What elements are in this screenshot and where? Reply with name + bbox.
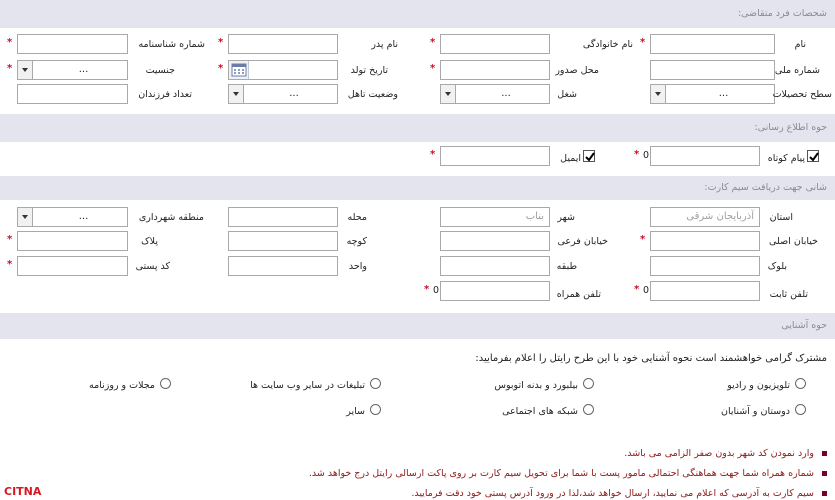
required-star: * [640, 234, 646, 245]
required-star: * [634, 284, 640, 295]
sms-checkbox[interactable] [807, 150, 819, 162]
required-star: * [218, 63, 224, 74]
postal-code-input[interactable] [17, 256, 128, 276]
citna-logo [2, 484, 64, 498]
opt-friends-label: دوستان و آشنایان [720, 406, 790, 417]
father-input[interactable] [228, 34, 338, 54]
gender-select[interactable] [17, 60, 128, 80]
phone-prefix: 0 [643, 285, 650, 296]
opt-billboard-label: بیلبورد و بدنه اتوبوس [494, 380, 578, 391]
sms-input[interactable] [650, 146, 760, 166]
required-star: * [634, 149, 640, 160]
required-star: * [7, 63, 13, 74]
alley-input[interactable] [228, 231, 338, 251]
email-label: ایمیل [560, 153, 581, 164]
city-label: شهر [557, 212, 575, 223]
email-input[interactable] [440, 146, 550, 166]
note-text: سیم کارت به آدرسی که اعلام می نمایید، ارسال خواهد شد،لذا در ورود آدرس پستی خود دقت فرمایید. [411, 488, 814, 499]
area-label: محله [347, 212, 367, 223]
marital-select[interactable] [228, 84, 338, 104]
alley-label: کوچه [346, 236, 367, 247]
awareness-question: مشترک گرامی خواهشمند است نحوه آشنایی خود با این طرح رایتل را اعلام بفرمایید: [475, 353, 827, 364]
city-input[interactable]: بناب [440, 207, 550, 227]
svg-text:CITNA: CITNA [4, 485, 42, 498]
plate-input[interactable] [17, 231, 128, 251]
side-street-label: خیابان فرعی [557, 236, 608, 247]
phone-input[interactable] [650, 281, 760, 301]
note-text: شماره همراه شما جهت هماهنگی احتمالی مامور پست با شما برای تحویل سیم کارت بر روی پاکت ارسالی رایتل درج خواهد شد. [308, 468, 814, 479]
unit-input[interactable] [228, 256, 338, 276]
opt-social-label: شبکه های اجتماعی [502, 406, 578, 417]
national-id-label: شماره ملی [774, 65, 820, 76]
note-item [411, 488, 827, 499]
birth-date-input[interactable] [228, 60, 338, 80]
district-select[interactable] [17, 207, 128, 227]
opt-tv-label: تلویزیون و رادیو [727, 380, 790, 391]
radio-tv[interactable] [795, 378, 806, 389]
father-label: نام پدر [371, 39, 398, 50]
area-input[interactable] [228, 207, 338, 227]
required-star: * [640, 37, 646, 48]
opt-press-label: مجلات و روزنامه [89, 380, 155, 391]
section-header-address: شانی جهت دریافت سیم کارت: [0, 176, 835, 200]
chevron-down-icon [18, 208, 33, 226]
radio-social[interactable] [583, 404, 594, 415]
name-input[interactable] [650, 34, 775, 54]
education-label: سطح تحصیلات [772, 89, 832, 100]
main-street-label: خیابان اصلی [769, 236, 818, 247]
section-header-personal: شحصات فرد متقاضی: [0, 0, 835, 28]
province-input[interactable]: آذربایجان شرقی [650, 207, 760, 227]
note-item [309, 468, 827, 479]
job-value: ... [501, 88, 511, 99]
chevron-down-icon [229, 85, 244, 103]
district-value: ... [78, 211, 89, 222]
postal-code-label: کد پستی [135, 261, 170, 272]
marital-value: ... [289, 88, 299, 99]
block-label: بلوک [767, 261, 787, 272]
family-input[interactable] [440, 34, 550, 54]
note-item [624, 448, 827, 459]
bullet-icon [822, 451, 827, 456]
opt-web-label: تبلیغات در سایر وب سایت ها [250, 380, 365, 391]
national-id-input[interactable] [650, 60, 775, 80]
children-label: تعداد فرزندان [138, 89, 192, 100]
sms-prefix: 0 [643, 150, 650, 161]
required-star: * [7, 37, 13, 48]
job-label: شغل [557, 89, 577, 100]
chevron-down-icon [18, 61, 33, 79]
required-star: * [430, 63, 436, 74]
plate-label: پلاک [141, 236, 158, 247]
issue-place-label: محل صدور [555, 65, 599, 76]
id-no-input[interactable] [17, 34, 128, 54]
email-checkbox[interactable] [583, 150, 595, 162]
required-star: * [7, 259, 13, 270]
issue-place-input[interactable] [440, 60, 550, 80]
required-star: * [424, 284, 430, 295]
main-street-input[interactable] [650, 231, 760, 251]
bullet-icon [822, 471, 827, 476]
gender-value: ... [78, 64, 89, 75]
unit-label: واحد [348, 261, 367, 272]
radio-friends[interactable] [795, 404, 806, 415]
mobile-prefix: 0 [433, 285, 440, 296]
sms-label: پیام کوتاه [767, 153, 805, 164]
chevron-down-icon [651, 85, 666, 103]
children-input[interactable] [17, 84, 128, 104]
floor-label: طبقه [556, 261, 577, 272]
required-star: * [430, 37, 436, 48]
marital-label: وضعیت تاهل [347, 89, 398, 100]
id-no-label: شماره شناسنامه [138, 39, 205, 50]
birth-date-label: تاریخ تولد [350, 65, 388, 76]
required-star: * [218, 37, 224, 48]
block-input[interactable] [650, 256, 760, 276]
radio-press[interactable] [160, 378, 171, 389]
section-header-awareness: حوه آشنایی [0, 313, 835, 339]
name-label: نام [794, 39, 806, 50]
phone-label: تلفن ثابت [769, 289, 808, 300]
radio-other[interactable] [370, 404, 381, 415]
required-star: * [430, 149, 436, 160]
mobile-input[interactable] [440, 281, 550, 301]
chevron-down-icon [441, 85, 456, 103]
province-label: استان [769, 212, 793, 223]
radio-web[interactable] [370, 378, 381, 389]
education-value: ... [718, 88, 729, 99]
mobile-label: تلفن همراه [556, 289, 601, 300]
section-header-notify: حوه اطلاع رسانی: [0, 114, 835, 142]
side-street-input[interactable] [440, 231, 550, 251]
radio-billboard[interactable] [583, 378, 594, 389]
note-text: وارد نمودن کد شهر بدون صفر الزامی می باشد. [624, 448, 814, 459]
gender-label: جنسیت [145, 65, 175, 76]
district-label: منطقه شهرداری [138, 212, 204, 223]
education-select[interactable] [650, 84, 775, 104]
bullet-icon [822, 491, 827, 496]
opt-other-label: سایر [346, 406, 365, 417]
floor-input[interactable] [440, 256, 550, 276]
required-star: * [7, 234, 13, 245]
family-label: نام خانوادگی [582, 39, 633, 50]
calendar-icon[interactable] [229, 61, 249, 79]
job-select[interactable] [440, 84, 550, 104]
